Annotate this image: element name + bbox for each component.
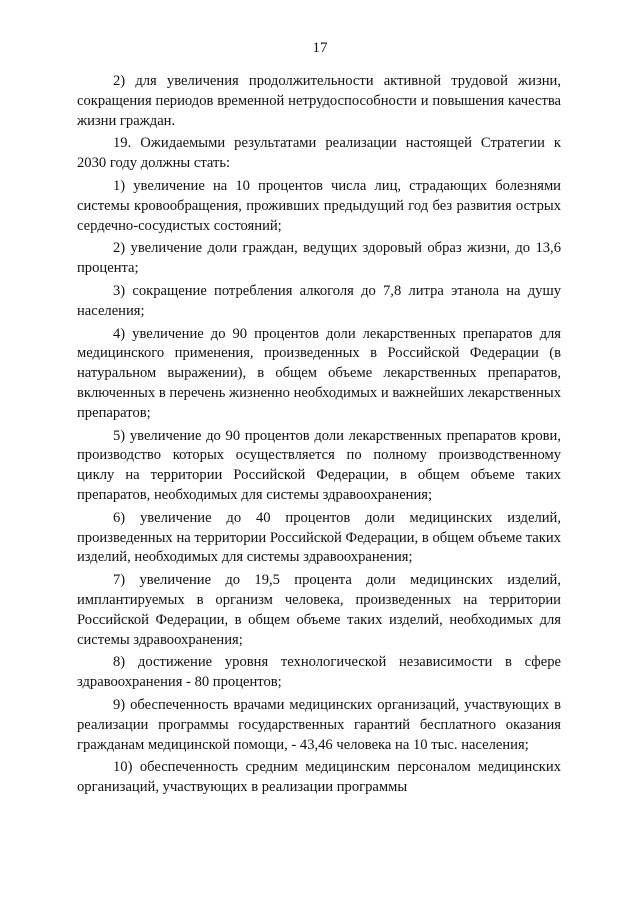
paragraph-result-9: 9) обеспеченность врачами медицинских организаций, участвующих в реализации программы государственных гарантий бесплатного оказания гражданам медицинской помощи, - 43,46 человека на 10 тыс. населения; <box>77 696 561 753</box>
paragraph-result-2: 2) увеличение доли граждан, ведущих здоровый образ жизни, до 13,6 процента; <box>77 240 561 277</box>
paragraph-result-4: 4) увеличение до 90 процентов доли лекарственных препаратов для медицинского применения, произведенных в Российской Федерации (в натуральном выражении), в общем объеме лекарственных препаратов, включенных в перечень жизненно необходимых и важнейших лекарственных препаратов; <box>77 325 561 421</box>
paragraph-result-5: 5) увеличение до 90 процентов доли лекарственных препаратов крови, производство которых осуществляется по полному производственному циклу на территории Российской Федерации, в общем объеме таких препаратов, необходимых для системы здравоохранения; <box>77 427 561 503</box>
paragraph-result-8: 8) достижение уровня технологической независимости в сфере здравоохранения - 80 процентов; <box>77 654 561 691</box>
paragraph-result-10: 10) обеспеченность средним медицинским персоналом медицинских организаций, участвующих в реализации программы <box>77 759 561 796</box>
document-body <box>77 72 561 801</box>
page-number: 17 <box>312 40 328 56</box>
paragraph-result-3: 3) сокращение потребления алкоголя до 7,8 литра этанола на душу населения; <box>77 282 561 319</box>
paragraph-result-7: 7) увеличение до 19,5 процента доли медицинских изделий, имплантируемых в организм человека, произведенных на территории Российской Федерации, в общем объеме таких изделий, необходимых для системы здравоохранения; <box>77 572 561 648</box>
paragraph-item-2-continuation: 2) для увеличения продолжительности активной трудовой жизни, сокращения периодов временной нетрудоспособности и повышения качества жизни граждан. <box>77 73 561 129</box>
paragraph-result-1: 1) увеличение на 10 процентов числа лиц, страдающих болезнями системы кровообращения, проживших предыдущий год без развития острых сердечно-сосудистых состояний; <box>77 177 561 234</box>
paragraph-section-19: 19. Ожидаемыми результатами реализации настоящей Стратегии к 2030 году должны стать: <box>77 135 561 172</box>
paragraph-result-6: 6) увеличение до 40 процентов доли медицинских изделий, произведенных на территории Российской Федерации, в общем объеме таких изделий, необходимых для системы здравоохранения; <box>77 509 561 566</box>
